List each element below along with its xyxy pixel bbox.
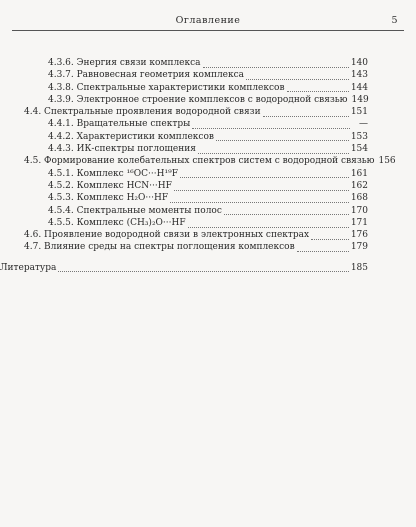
leader-dots bbox=[58, 263, 348, 272]
toc-entry[interactable] bbox=[24, 229, 368, 241]
toc-entry-literature[interactable] bbox=[0, 262, 368, 274]
toc-entry-label: Литература bbox=[0, 262, 57, 273]
toc-entry-label: 4.7. Влияние среды на спектры поглощения комплексов bbox=[24, 242, 295, 253]
toc-entry[interactable] bbox=[24, 192, 368, 204]
toc-entry-page: 170 bbox=[350, 205, 368, 216]
toc-entry-page: 151 bbox=[350, 107, 368, 118]
header-page-number: 5 bbox=[391, 15, 398, 26]
leader-dots bbox=[224, 206, 349, 215]
toc-entry[interactable] bbox=[24, 241, 368, 253]
toc-entry[interactable] bbox=[24, 118, 368, 130]
toc-entry[interactable] bbox=[24, 168, 368, 180]
toc-entry-label: 4.4. Спектральные проявления водородной связи bbox=[24, 107, 261, 118]
header-title: Оглавление bbox=[175, 15, 241, 26]
leader-dots bbox=[180, 169, 349, 178]
toc-entry-label: 4.6. Проявление водородной связи в электронных спектрах bbox=[24, 230, 310, 241]
toc-entry-label: 4.5.3. Комплекс H₂O···HF bbox=[48, 193, 169, 204]
toc-entry[interactable] bbox=[24, 180, 368, 192]
leader-dots bbox=[170, 194, 349, 203]
leader-dots bbox=[203, 59, 349, 68]
toc-entry-page: 162 bbox=[350, 180, 368, 191]
toc-entry-label: 4.3.6. Энергия связи комплекса bbox=[48, 58, 201, 68]
toc-entry[interactable] bbox=[24, 94, 368, 106]
toc-entry-label: 4.3.7. Равновесная геометрия комплекса bbox=[48, 70, 245, 81]
leader-dots bbox=[311, 231, 349, 240]
toc-entry-page: 168 bbox=[350, 193, 368, 204]
toc-entry-page: 154 bbox=[350, 144, 368, 155]
leader-dots bbox=[188, 219, 349, 228]
toc-entry[interactable] bbox=[24, 82, 368, 94]
toc-entry-page: 185 bbox=[350, 262, 368, 273]
toc-entry[interactable] bbox=[24, 131, 368, 143]
running-header bbox=[12, 12, 404, 31]
leader-dots bbox=[192, 120, 350, 129]
toc-entry-label: 4.3.8. Спектральные характеристики комплексов bbox=[48, 82, 285, 93]
leader-dots bbox=[216, 132, 349, 141]
toc-entry-label: 4.5.4. Спектральные моменты полос bbox=[48, 205, 222, 216]
toc-entry-page: 153 bbox=[350, 131, 368, 142]
toc-entry[interactable] bbox=[24, 143, 368, 155]
toc-entry-label: 4.4.2. Характеристики комплексов bbox=[48, 131, 214, 142]
toc-entry-page: 140 bbox=[350, 58, 368, 68]
toc-entry-page: 161 bbox=[350, 168, 368, 179]
toc-entry-label: 4.4.1. Вращательные спектры bbox=[48, 119, 191, 130]
toc-entry[interactable] bbox=[24, 155, 396, 167]
leader-dots bbox=[198, 145, 349, 154]
leader-dots bbox=[263, 108, 349, 117]
leader-dots bbox=[287, 83, 349, 92]
toc-entry[interactable] bbox=[24, 106, 368, 118]
toc-entry-page: 171 bbox=[350, 217, 368, 228]
leader-dots bbox=[246, 71, 349, 80]
toc-entry[interactable] bbox=[24, 217, 368, 229]
leader-dots bbox=[297, 243, 349, 252]
toc-entry-label: 4.3.9. Электронное строение комплексов с водородной связью bbox=[48, 94, 348, 105]
leader-dots bbox=[174, 182, 349, 191]
toc-entry-label: 4.5. Формирование колебательных спектров систем с водородной связью bbox=[24, 156, 375, 167]
toc-entry-page: 179 bbox=[350, 242, 368, 253]
toc-entry[interactable] bbox=[24, 205, 368, 217]
toc-entry-label: 4.5.2. Комплекс HCN···HF bbox=[48, 180, 172, 191]
toc-entry-page: 156 bbox=[378, 156, 396, 167]
table-of-contents bbox=[0, 57, 396, 274]
toc-entry-page: — bbox=[359, 119, 368, 130]
toc-entry-page: 149 bbox=[351, 94, 369, 105]
toc-entry-label: 4.5.5. Комплекс (CH₃)₂O···HF bbox=[48, 217, 186, 228]
toc-entry[interactable] bbox=[24, 69, 368, 81]
toc-entry-label: 4.5.1. Комплекс ¹⁶OC···H¹⁹F bbox=[48, 168, 178, 179]
toc-entry-label: 4.4.3. ИК-спектры поглощения bbox=[48, 144, 196, 155]
toc-entry-page: 143 bbox=[350, 70, 368, 81]
toc-entry-page: 176 bbox=[350, 230, 368, 241]
toc-entry[interactable] bbox=[24, 57, 368, 69]
toc-entry-page: 144 bbox=[350, 82, 368, 93]
